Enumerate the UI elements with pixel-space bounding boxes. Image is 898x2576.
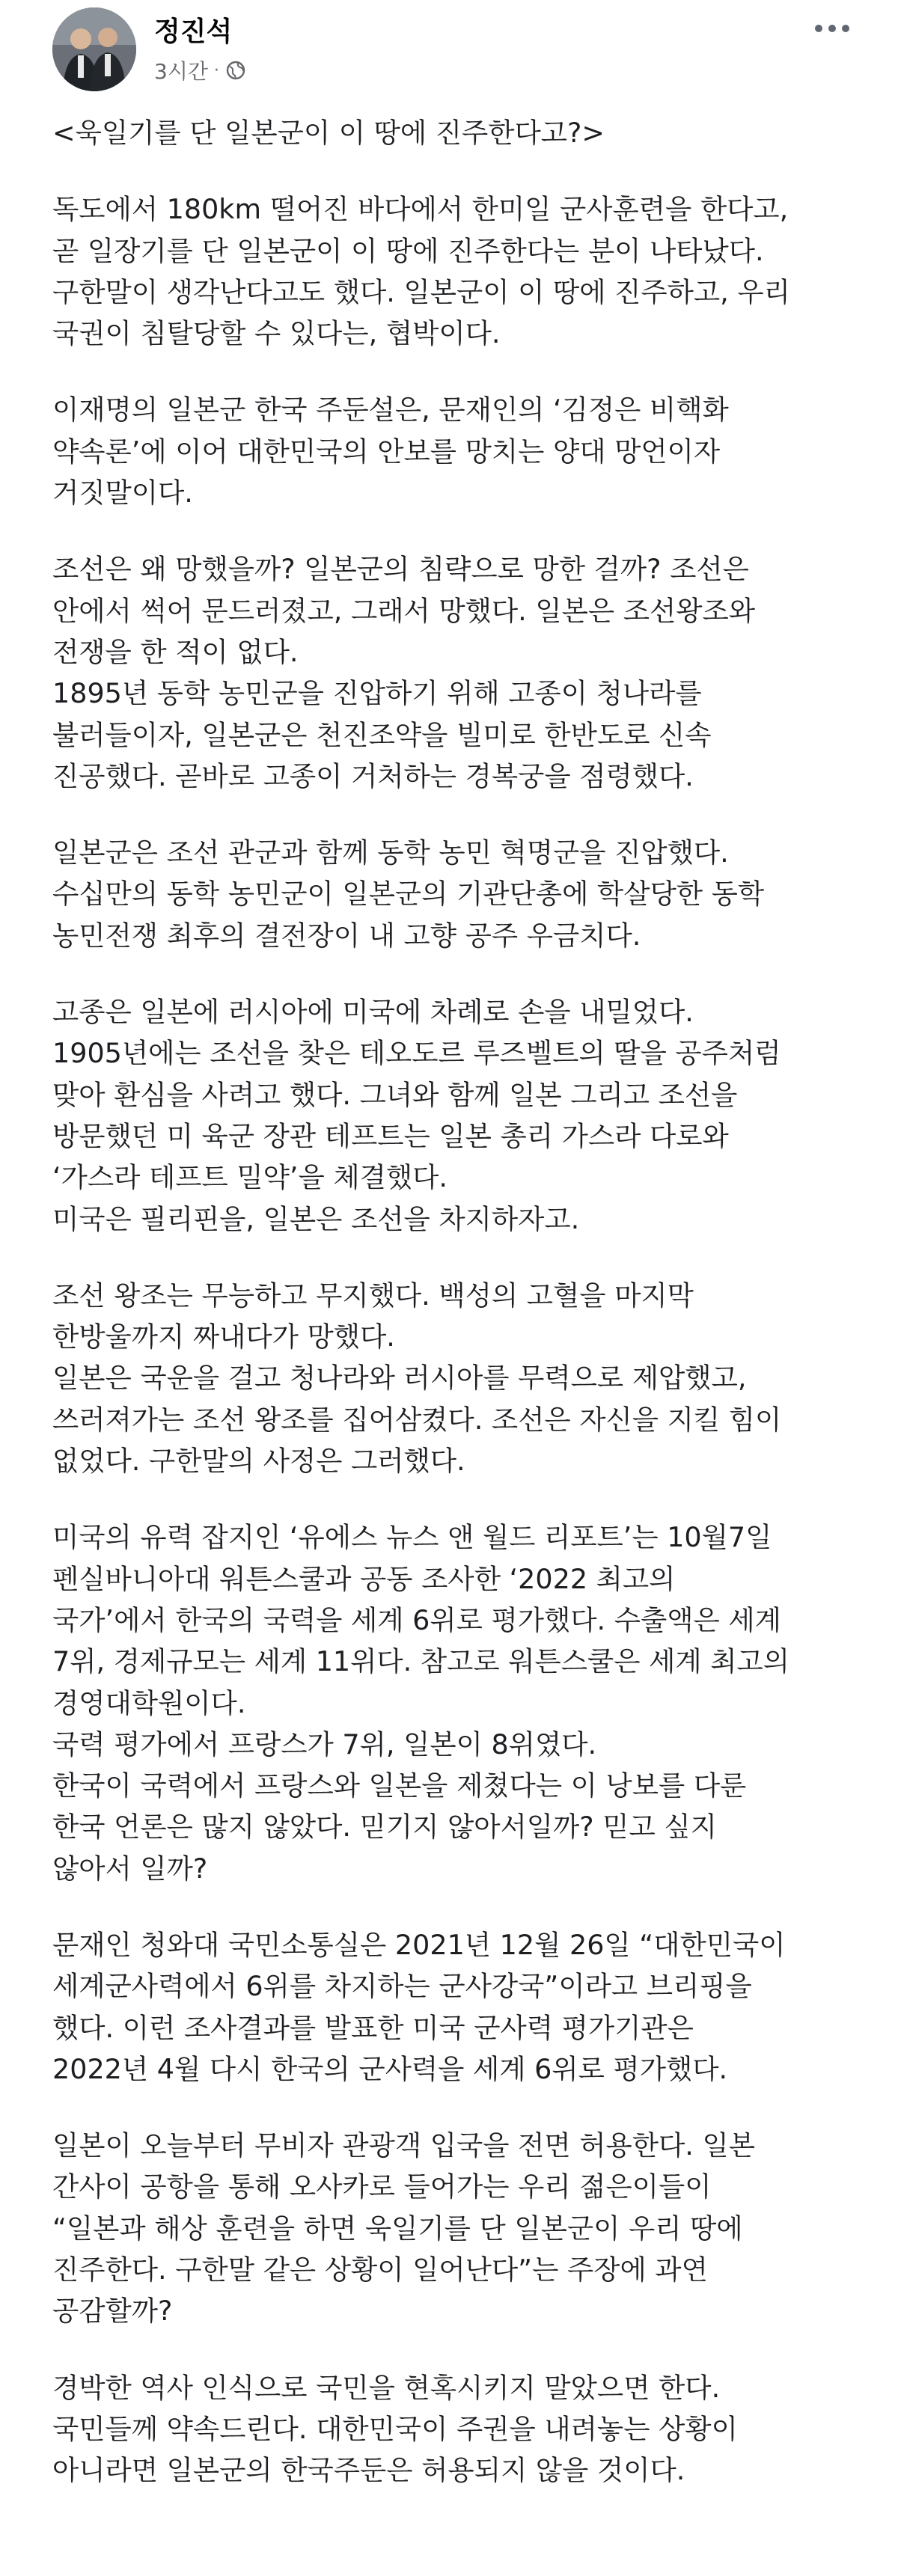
text-line: 간사이 공항을 통해 오사카로 들어가는 우리 젊은이들이 [52, 2170, 712, 2203]
post-paragraph [52, 1517, 861, 1889]
post-paragraph [52, 112, 861, 153]
text-line: 수십만의 동학 농민군이 일본군의 기관단총에 학살당한 동학 [52, 878, 765, 911]
post-body [52, 112, 861, 2527]
text-line: “일본과 해상 훈련을 하면 욱일기를 단 일본군이 우리 땅에 [52, 2212, 743, 2245]
text-line: 문재인 청와대 국민소통실은 2021년 12월 26일 “대한민국이 [52, 1928, 786, 1961]
text-line: 미국은 필리핀을, 일본은 조선을 차지하자고. [52, 1202, 580, 1235]
text-line: 경박한 역사 인식으로 국민을 현혹시키지 말았으면 한다. [52, 2371, 721, 2404]
text-line: 이재명의 일본군 한국 주둔설은, 문재인의 ‘김정은 비핵화 [52, 394, 729, 426]
text-line: 방문했던 미 육군 장관 테프트는 일본 총리 가스라 다로와 [52, 1119, 729, 1152]
post-paragraph [52, 2125, 861, 2331]
text-line: 일본군은 조선 관군과 함께 동학 농민 혁명군을 진압했다. [52, 836, 729, 869]
meta-separator: · [213, 61, 219, 80]
post-paragraph [52, 1924, 861, 2090]
text-line: 조선 왕조는 무능하고 무지했다. 백성의 고혈을 마지막 [52, 1279, 694, 1312]
text-line: 전쟁을 한 적이 없다. [52, 635, 299, 668]
text-line: 농민전쟁 최후의 결전장이 내 고향 공주 우금치다. [52, 919, 641, 952]
text-line: <욱일기를 단 일본군이 이 땅에 진주한다고?> [52, 117, 605, 149]
more-horizontal-icon [811, 22, 853, 34]
text-line: 불러들이자, 일본군은 천진조약을 빌미로 한반도로 신속 [52, 718, 712, 751]
text-line: ‘가스라 테프트 밀약’을 체결했다. [52, 1161, 448, 1194]
avatar-photo [52, 7, 136, 91]
avatar[interactable] [52, 7, 136, 91]
text-line: 구한말이 생각난다고도 했다. 일본군이 이 땅에 진주하고, 우리 [52, 275, 790, 308]
text-line: 진공했다. 곧바로 고종이 거처하는 경복궁을 점령했다. [52, 759, 694, 792]
text-line: 7위, 경제규모는 세계 11위다. 참고로 워튼스쿨은 세계 최고의 [52, 1645, 790, 1678]
text-line: 2022년 4월 다시 한국의 군사력을 세계 6위로 평가했다. [52, 2052, 728, 2085]
post-paragraph [52, 832, 861, 956]
text-line: 일본은 국운을 걸고 청나라와 러시아를 무력으로 제압했고, [52, 1362, 747, 1395]
text-line: 거짓말이다. [52, 477, 193, 510]
text-line: 한국이 국력에서 프랑스와 일본을 제쳤다는 이 낭보를 다룬 [52, 1769, 747, 1802]
text-line: 공감할까? [52, 2295, 173, 2328]
text-line: 세계군사력에서 6위를 차지하는 군사강국”이라고 브리핑을 [52, 1970, 752, 2003]
post-header [0, 0, 898, 112]
text-line: 한국 언론은 많지 않았다. 믿기지 않아서일까? 믿고 싶지 [52, 1811, 717, 1844]
more-options-button[interactable] [808, 10, 856, 46]
text-line: 고종은 일본에 러시아에 미국에 차례로 손을 내밀었다. [52, 996, 694, 1029]
timestamp[interactable]: 3시간 [154, 59, 208, 84]
post-meta [154, 55, 246, 85]
text-line: 국가’에서 한국의 국력을 세계 6위로 평가했다. 수출액은 세계 [52, 1603, 781, 1636]
text-line: 쓰러져가는 조선 왕조를 집어삼켰다. 조선은 자신을 지킬 힘이 [52, 1403, 782, 1436]
text-line: 했다. 이런 조사결과를 발표한 미국 군사력 평가기관은 [52, 2011, 694, 2044]
text-line: 아니라면 일본군의 한국주둔은 허용되지 않을 것이다. [52, 2454, 685, 2487]
globe-icon[interactable] [225, 60, 246, 81]
text-line: 진주한다. 구한말 같은 상황이 일어난다”는 주장에 과연 [52, 2254, 708, 2286]
text-line: 국력 평가에서 프랑스가 7위, 일본이 8위였다. [52, 1728, 597, 1760]
text-line: 안에서 썩어 문드러졌고, 그래서 망했다. 일본은 조선왕조와 [52, 594, 756, 627]
author-name[interactable]: 정진석 [154, 16, 233, 47]
text-line: 국권이 침탈당할 수 있다는, 협박이다. [52, 317, 501, 350]
text-line: 않아서 일까? [52, 1852, 208, 1885]
text-line: 일본이 오늘부터 무비자 관광객 입국을 전면 허용한다. 일본 [52, 2129, 756, 2162]
post-paragraph [52, 389, 861, 513]
text-line: 없었다. 구한말의 사정은 그러했다. [52, 1445, 465, 1478]
text-line: 곧 일장기를 단 일본군이 이 땅에 진주한다는 분이 나타났다. [52, 234, 764, 267]
post-paragraph [52, 189, 861, 354]
text-line: 1905년에는 조선을 찾은 테오도르 루즈벨트의 딸을 공주처럼 [52, 1037, 781, 1070]
text-line: 한방울까지 짜내다가 망했다. [52, 1321, 395, 1353]
post-paragraph [52, 991, 861, 1240]
text-line: 국민들께 약속드린다. 대한민국이 주권을 내려놓는 상황이 [52, 2412, 738, 2445]
text-line: 독도에서 180km 떨어진 바다에서 한미일 군사훈련을 한다고, [52, 193, 789, 226]
text-line: 1895년 동학 농민군을 진압하기 위해 고종이 청나라를 [52, 677, 702, 710]
text-line: 미국의 유력 잡지인 ‘유에스 뉴스 앤 월드 리포트’는 10월7일 [52, 1521, 772, 1554]
post-paragraph [52, 1275, 861, 1481]
text-line: 경영대학원이다. [52, 1686, 246, 1719]
post-paragraph [52, 548, 861, 797]
text-line: 펜실바니아대 워튼스쿨과 공동 조사한 ‘2022 최고의 [52, 1562, 676, 1595]
text-line: 맞아 환심을 사려고 했다. 그녀와 함께 일본 그리고 조선을 [52, 1078, 738, 1111]
text-line: 조선은 왜 망했을까? 일본군의 침략으로 망한 걸까? 조선은 [52, 553, 749, 586]
text-line: 약속론’에 이어 대한민국의 안보를 망치는 양대 망언이자 [52, 435, 721, 468]
post-paragraph [52, 2367, 861, 2491]
